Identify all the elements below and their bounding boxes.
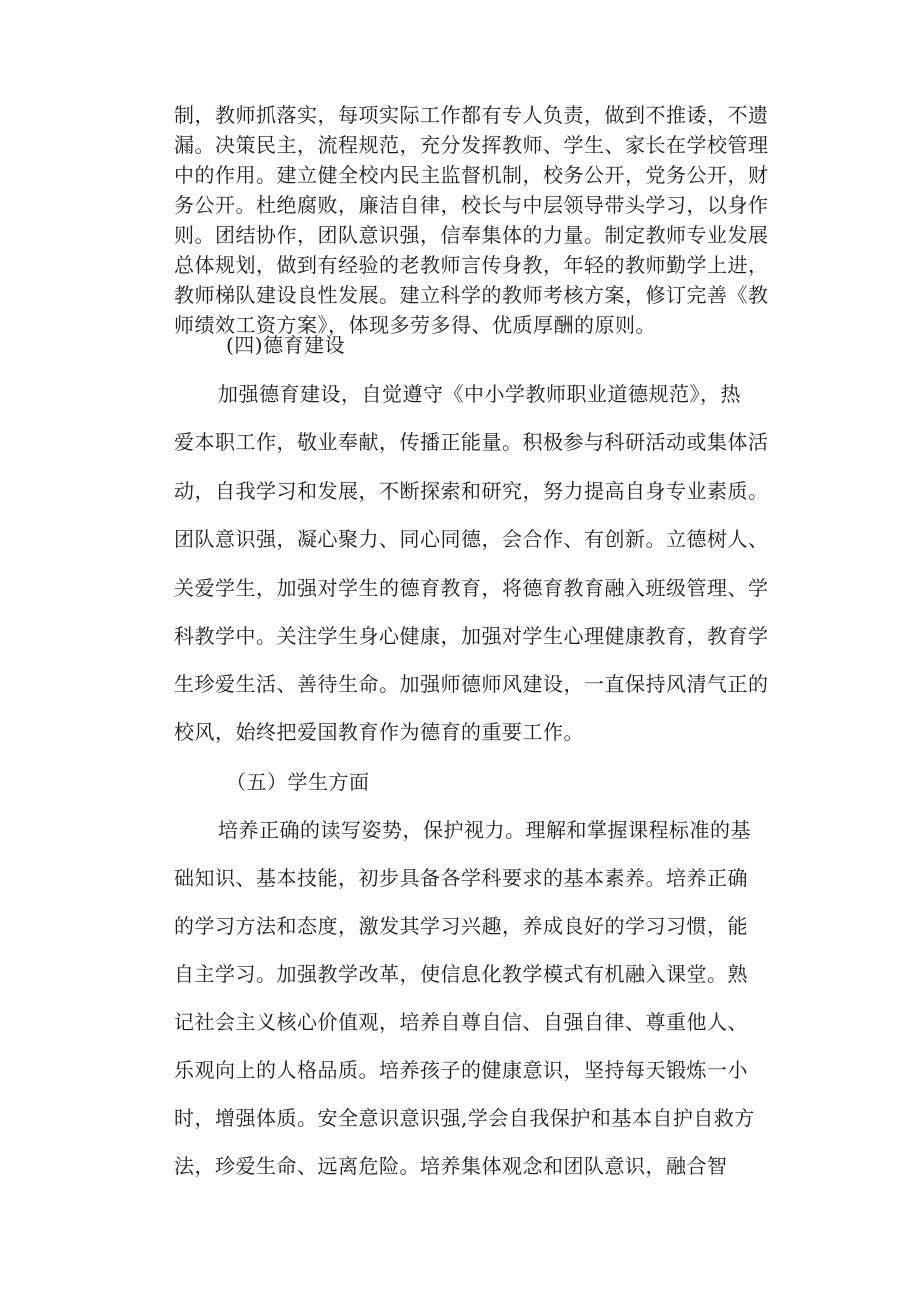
section-heading-moral-education: (四)德育建设 <box>226 333 346 357</box>
paragraph-2-line-6: 科教学中。关注学生身心健康，加强对学生心理健康教育，教育学 <box>174 624 769 648</box>
paragraph-2-line-3: 动，自我学习和发展，不断探索和研究，努力提高自身专业素质。 <box>174 479 769 503</box>
paragraph-3-line-7: 时，增强体质。安全意识意识强,学会自我保护和基本自护自救方 <box>174 1106 755 1130</box>
paragraph-2-line-7: 生珍爱生活、善待生命。加强师德师风建设，一直保持风清气正的 <box>174 672 769 696</box>
paragraph-1-line-2: 漏。决策民主，流程规范，充分发挥教师、学生、家长在学校管理 <box>174 133 769 157</box>
paragraph-3-line-8: 法，珍爱生命、远离危险。培养集体观念和团队意识，融合智 <box>174 1154 728 1178</box>
paragraph-3-line-5: 记社会主义核心价值观，培养自尊自信、自强自律、尊重他人、 <box>174 1010 748 1034</box>
paragraph-3-line-4: 自主学习。加强教学改革，使信息化教学模式有机融入课堂。熟 <box>174 962 748 986</box>
paragraph-1-line-6: 总体规划，做到有经验的老教师言传身教，年轻的教师勤学上进， <box>174 253 769 277</box>
paragraph-3-line-2: 础知识、基本技能，初步具备各学科要求的基本素养。培养正确 <box>174 866 748 890</box>
paragraph-1-line-8: 师绩效工资方案》，体现多劳多得、优质厚酬的原则。 <box>174 313 656 337</box>
paragraph-2-line-1: 加强德育建设，自觉遵守《中小学教师职业道德规范》，热 <box>218 382 741 406</box>
paragraph-3-line-3: 的学习方法和态度，激发其学习兴趣，养成良好的学习习惯，能 <box>174 914 748 938</box>
paragraph-3-line-6: 乐观向上的人格品质。培养孩子的健康意识，坚持每天锻炼一小 <box>174 1058 748 1082</box>
paragraph-1-line-3: 中的作用。建立健全校内民主监督机制，校务公开，党务公开，财 <box>174 163 769 187</box>
paragraph-2-line-2: 爱本职工作，敬业奉献，传播正能量。积极参与科研活动或集体活 <box>174 430 769 454</box>
paragraph-1-line-4: 务公开。杜绝腐败，廉洁自律，校长与中层领导带头学习，以身作 <box>174 193 769 217</box>
paragraph-3-line-1: 培养正确的读写姿势，保护视力。理解和掌握课程标准的基 <box>218 818 751 842</box>
paragraph-1-line-1: 制，教师抓落实，每项实际工作都有专人负责，做到不推诿，不遗 <box>174 103 769 127</box>
paragraph-1-line-7: 教师梯队建设良性发展。建立科学的教师考核方案，修订完善《教 <box>174 283 769 307</box>
paragraph-2-line-4: 团队意识强，凝心聚力、同心同德，会合作、有创新。立德树人、 <box>174 527 769 551</box>
paragraph-2-line-5: 关爱学生，加强对学生的德育教育，将德育教育融入班级管理、学 <box>174 576 769 600</box>
paragraph-1-line-5: 则。团结协作，团队意识强，信奉集体的力量。制定教师专业发展 <box>174 223 769 247</box>
section-heading-students: （五）学生方面 <box>226 770 370 794</box>
paragraph-2-line-8: 校风，始终把爱国教育作为德育的重要工作。 <box>174 720 584 744</box>
